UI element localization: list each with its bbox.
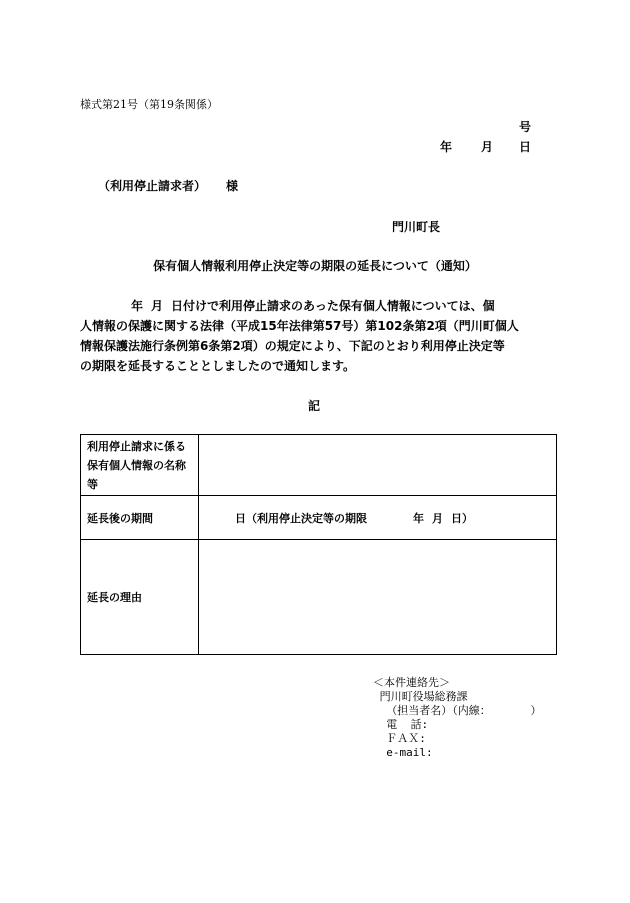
extension-reason-label: 延長の理由 [81, 540, 199, 655]
addressee-honorific: 様 [226, 179, 239, 193]
body-line-1-text: 日付けで利用停止請求のあった保有個人情報については、個 [171, 299, 495, 313]
table-row-information-name [81, 435, 557, 496]
extension-reason-value [199, 540, 557, 655]
body-line-2: 人情報の保護に関する法律（平成15年法律第57号）第102条第2項（門川町個人 [80, 319, 519, 333]
notice-body [80, 296, 555, 376]
contact-block [373, 676, 541, 760]
ki-heading: 記 [308, 399, 321, 413]
period-month-label: 月 [432, 511, 443, 525]
body-line-4: の期限を延長することとしましたので通知します。 [80, 359, 356, 373]
table-row-extended-period [81, 496, 557, 540]
contact-phone: 電 話: [373, 718, 429, 731]
body-year: 年 [131, 299, 144, 313]
issuer-name: 門川町長 [392, 220, 441, 234]
date-month-label: 月 [481, 140, 494, 154]
information-name-label [81, 435, 199, 496]
details-table [80, 434, 557, 655]
date-day-label: 日 [519, 140, 532, 154]
period-day-text: 日（利用停止決定等の期限 [235, 511, 367, 525]
body-line-1 [80, 296, 555, 316]
contact-person: （担当者名）（内線： ） [373, 704, 542, 717]
period-year-label: 年 [413, 511, 424, 525]
contact-department: 門川町役場総務課 [373, 690, 468, 703]
extended-period-value [199, 496, 557, 540]
extended-period-label: 延長後の期間 [81, 496, 199, 540]
document-number-label: 号 [519, 120, 532, 134]
addressee-name: （利用停止請求者） [98, 179, 207, 193]
contact-email: e-mail: [373, 746, 433, 759]
information-name-label-line-2: 保有個人情報の名称 [87, 458, 186, 472]
document-title: 保有個人情報利用停止決定等の期限の延長について（通知） [153, 259, 477, 273]
period-day-end: 日） [451, 511, 473, 525]
body-line-3: 情報保護法施行条例第6条第2項）の規定により、下記のとおり利用停止決定等 [80, 339, 505, 353]
contact-fax: ＦＡＸ: [373, 732, 426, 745]
contact-heading: ＜本件連絡先＞ [373, 676, 450, 689]
information-name-label-line-3: 等 [87, 477, 98, 491]
body-month: 月 [151, 299, 164, 313]
information-name-value [199, 435, 557, 496]
form-number: 様式第21号（第19条関係） [80, 98, 218, 111]
date-year-label: 年 [440, 140, 453, 154]
information-name-label-line-1: 利用停止請求に係る [87, 439, 186, 453]
table-row-extension-reason [81, 540, 557, 655]
